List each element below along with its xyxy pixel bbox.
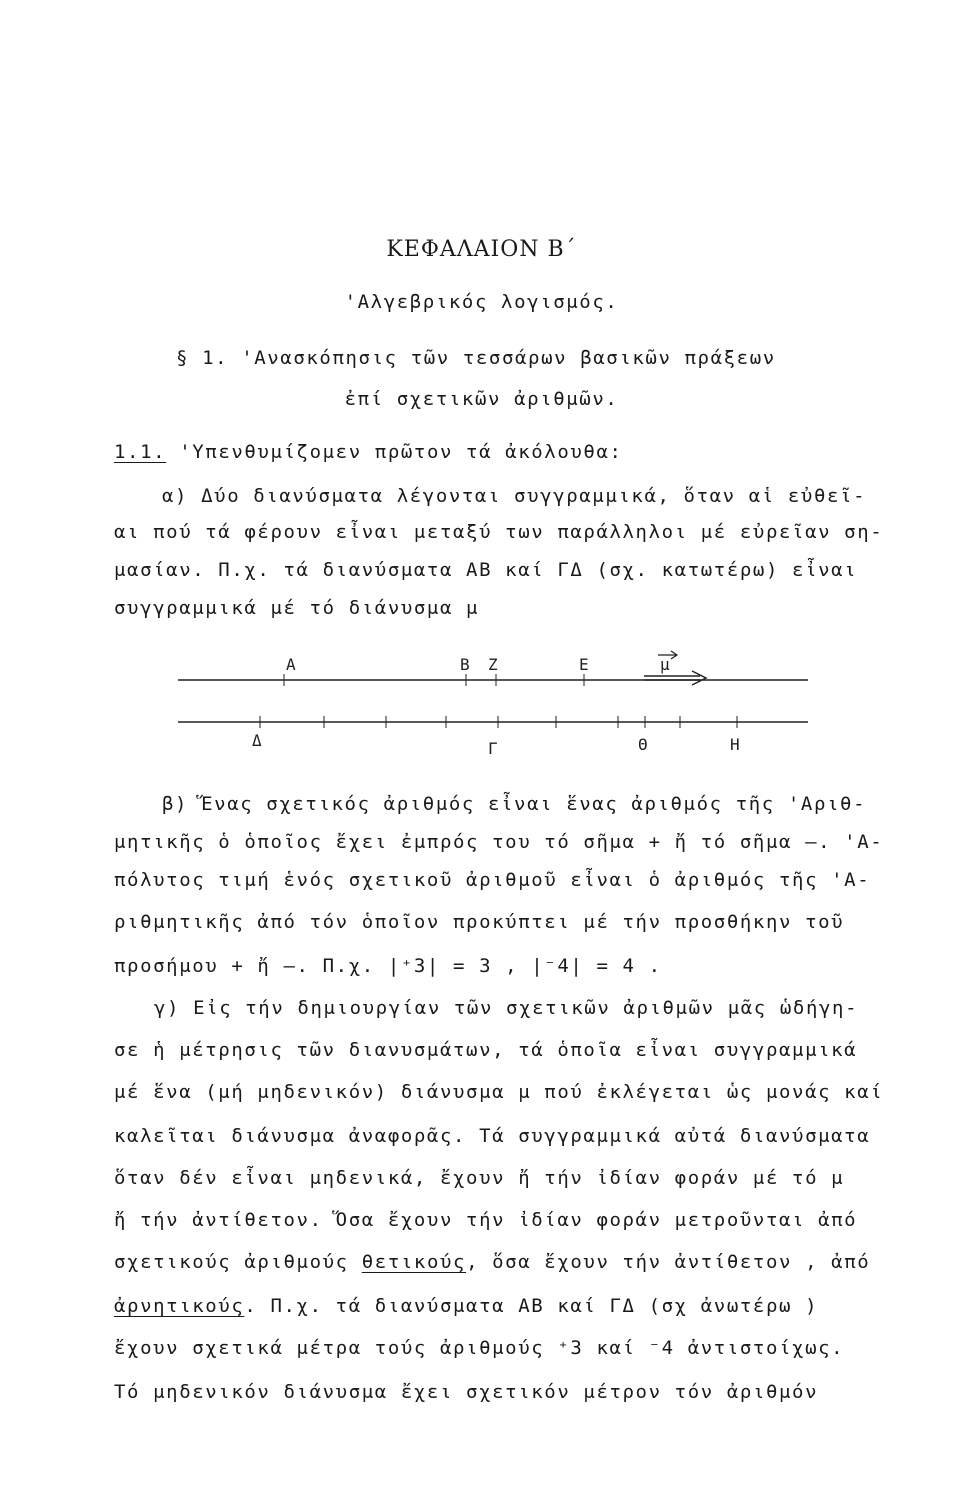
point-label-E: Ε [579, 655, 589, 674]
paragraph-1-1 [114, 440, 623, 464]
point-label-H: Η [730, 735, 740, 754]
point-label-Theta: Θ [638, 735, 648, 754]
item-c-line-4: καλεῖται διάνυσμα ἀναφορᾶς. Τά συγγραμμικά αὐτά διανύσματα [114, 1125, 871, 1147]
item-a-line-4: συγγραμμικά μέ τό διάνυσμα μ [114, 597, 480, 619]
item-b-line-4: ριθμητικῆς ἀπό τόν ὁποῖον προκύπτει μέ τήν προσθήκην τοῦ [114, 911, 845, 933]
item-c-line-7 [114, 1250, 870, 1274]
vector-label-mu: μ [660, 655, 670, 674]
item-c-line-8 [114, 1294, 818, 1318]
section-heading-line-2: ἐπί σχετικῶν ἀριθμῶν. [344, 388, 619, 410]
paragraph-number: 1.1. [114, 441, 167, 463]
item-c-line-10: Τό μηδενικόν διάνυσμα ἔχει σχετικόν μέτρον τόν ἀριθμόν [114, 1381, 819, 1403]
collinear-vectors-figure [0, 640, 963, 770]
paragraph-intro: 'Υπενθυμίζομεν πρῶτον τά ἀκόλουθα: [179, 441, 623, 463]
item-c-line-2: σε ἡ μέτρησις τῶν διανυσμάτων, τά ὁποῖα εἶναι συγγραμμικά [114, 1039, 858, 1061]
point-label-Z: Ζ [488, 655, 498, 674]
chapter-title: ΚΕΦΑΛΑΙΟΝ Β΄ [386, 237, 577, 262]
item-a-line-3: μασίαν. Π.χ. τά διανύσματα AB καί ΓΔ (σχ. κατωτέρω) εἶναι [114, 559, 858, 581]
chapter-subtitle: 'Αλγεβρικός λογισμός. [344, 291, 619, 313]
item-a-line-1: α) Δύο διανύσματα λέγονται συγγραμμικά, ὅταν αἱ εὐθεῖ- [162, 485, 867, 507]
point-label-Gamma: Γ [488, 739, 498, 758]
item-c-line-1: γ) Εἰς τήν δημιουργίαν τῶν σχετικῶν ἀριθμῶν μᾶς ὡδήγη- [154, 997, 859, 1019]
item-b-line-5: προσήμου + ἤ –. Π.χ. |⁺3| = 3 , |⁻4| = 4 . [114, 955, 662, 977]
term-negative: ἀρνητικούς [114, 1295, 245, 1317]
item-a-line-2: αι πού τά φέρουν εἶναι μεταξύ των παράλληλοι μέ εὐρεῖαν ση- [114, 521, 884, 543]
item-c-line-8-end: . Π.χ. τά διανύσματα AB καί ΓΔ (σχ ἀνωτέρω ) [244, 1295, 819, 1317]
item-c-line-9: ἔχουν σχετικά μέτρα τούς ἀριθμούς ⁺3 καί ⁻4 ἀντιστοίχως. [114, 1337, 845, 1359]
point-label-Delta: Δ [252, 731, 262, 750]
item-b-line-2: μητικῆς ὁ ὁποῖος ἔχει ἐμπρός του τό σῆμα + ἤ τό σῆμα –. 'Α- [114, 831, 884, 853]
item-c-line-3: μέ ἕνα (μή μηδενικόν) διάνυσμα μ πού ἐκλέγεται ὡς μονάς καί [114, 1081, 884, 1103]
item-c-line-5: ὅταν δέν εἶναι μηδενικά, ἔχουν ἤ τήν ἰδίαν φοράν μέ τό μ [114, 1167, 845, 1189]
point-label-A: Α [286, 655, 296, 674]
term-positive: θετικούς [361, 1251, 467, 1273]
item-b-line-1: β) Ἕνας σχετικός ἀριθμός εἶναι ἕνας ἀριθμός τῆς 'Αριθ- [162, 793, 867, 815]
item-c-line-7-start: σχετικούς ἀριθμούς [114, 1251, 362, 1273]
item-b-line-3: πόλυτος τιμή ἑνός σχετικοῦ ἀριθμοῦ εἶναι ὁ ἀριθμός τῆς 'Α- [114, 869, 871, 891]
item-c-line-6: ἤ τήν ἀντίθετον. Ὅσα ἔχουν τήν ἰδίαν φοράν μετροῦνται ἀπό [114, 1209, 858, 1231]
section-heading-line-1: § 1. 'Ανασκόπησις τῶν τεσσάρων βασικῶν πράξεων [176, 347, 776, 369]
point-label-B: Β [460, 655, 470, 674]
item-c-line-7-end: , ὅσα ἔχουν τήν ἀντίθετον , ἀπό [466, 1251, 871, 1273]
